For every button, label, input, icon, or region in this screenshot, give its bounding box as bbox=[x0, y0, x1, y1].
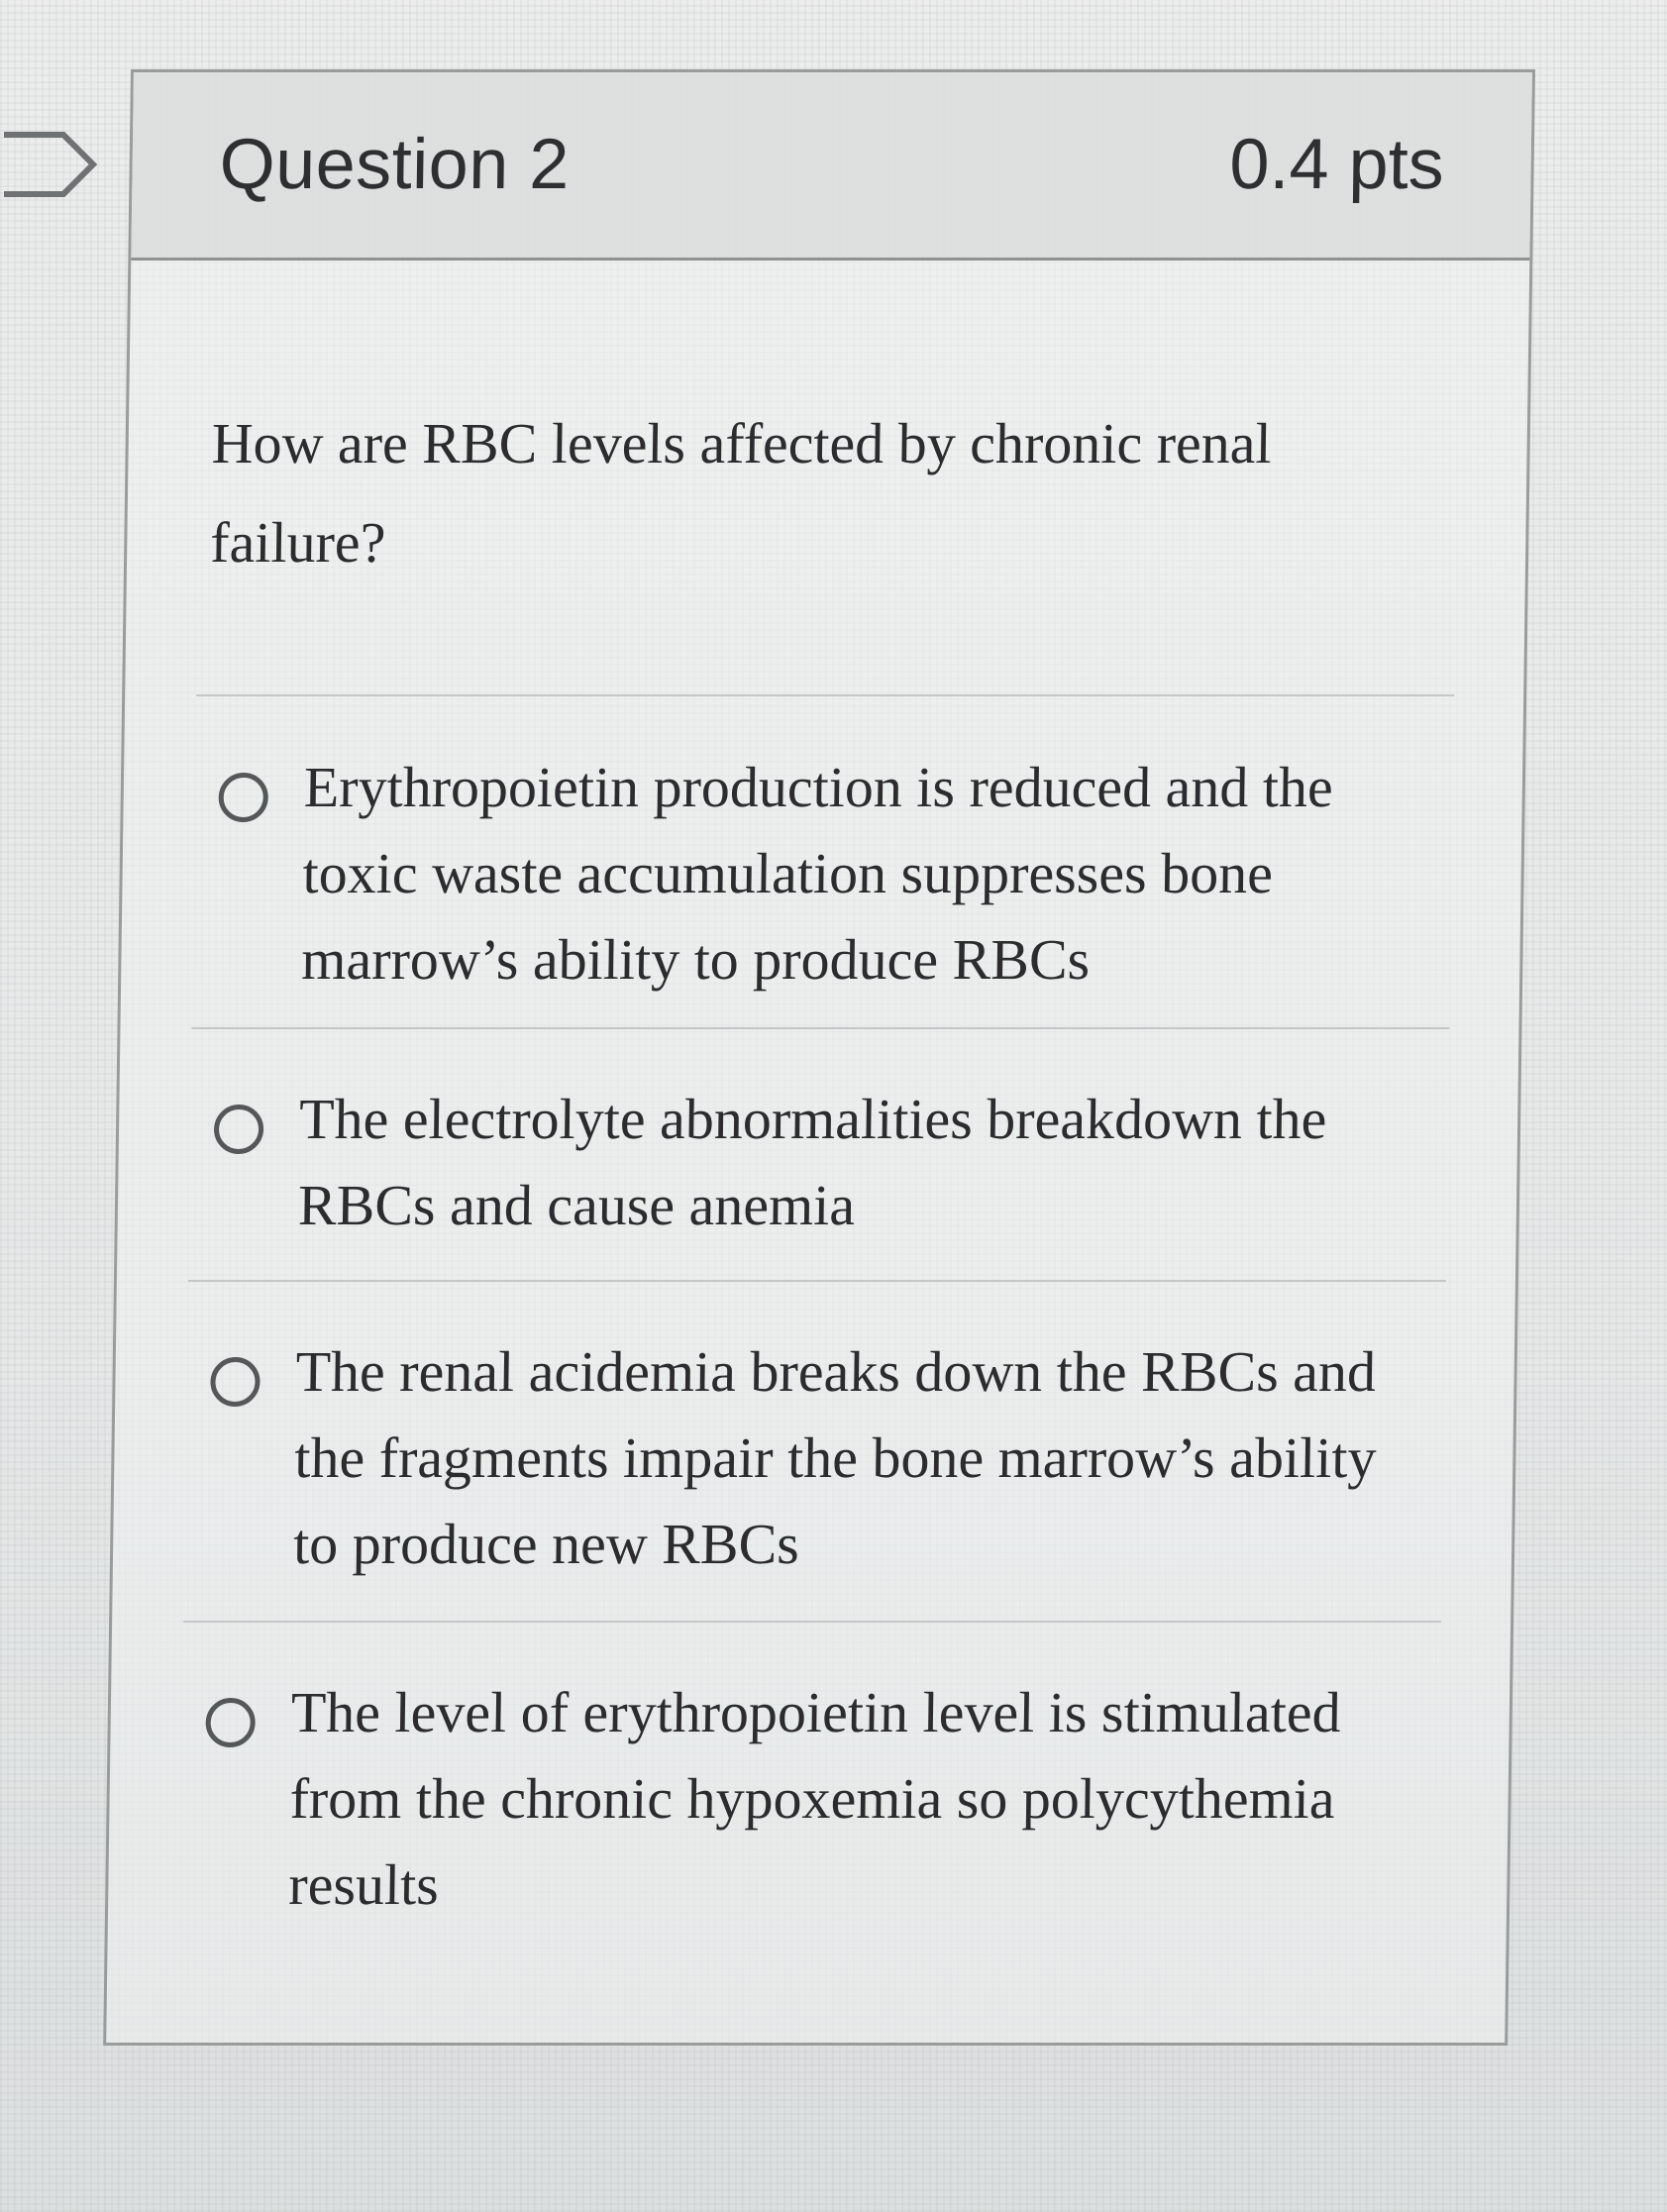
question-points: 0.4 pts bbox=[1228, 125, 1445, 204]
question-card bbox=[103, 69, 1535, 2046]
answer-label: The renal acidemia breaks down the RBCs and the fragments impair the bone marrow’s ability to produce new RBCs bbox=[292, 1339, 1377, 1576]
question-text: How are RBC levels affected by chronic renal failure? bbox=[209, 411, 1273, 575]
flag-question-icon[interactable] bbox=[0, 129, 99, 200]
radio-unselected-icon[interactable] bbox=[205, 1698, 256, 1747]
answer-label: The level of erythropoietin level is stimulated from the chronic hypoxemia so polycythemia results bbox=[287, 1680, 1342, 1917]
answer-label: Erythropoietin production is reduced and the toxic waste accumulation suppresses bone marrow’s ability to produce RBCs bbox=[300, 755, 1334, 992]
radio-unselected-icon[interactable] bbox=[214, 1105, 264, 1154]
answer-list bbox=[178, 694, 1454, 1961]
answer-option-2[interactable] bbox=[188, 1027, 1450, 1280]
answer-option-4[interactable] bbox=[178, 1621, 1441, 1961]
question-header bbox=[131, 72, 1532, 261]
answer-option-3[interactable] bbox=[183, 1280, 1446, 1621]
radio-unselected-icon[interactable] bbox=[210, 1357, 260, 1407]
question-title: Question 2 bbox=[219, 125, 571, 204]
radio-unselected-icon[interactable] bbox=[218, 773, 268, 822]
answer-label: The electrolyte abnormalities breakdown the RBCs and cause anemia bbox=[297, 1087, 1327, 1237]
answer-option-1[interactable] bbox=[191, 694, 1454, 1027]
